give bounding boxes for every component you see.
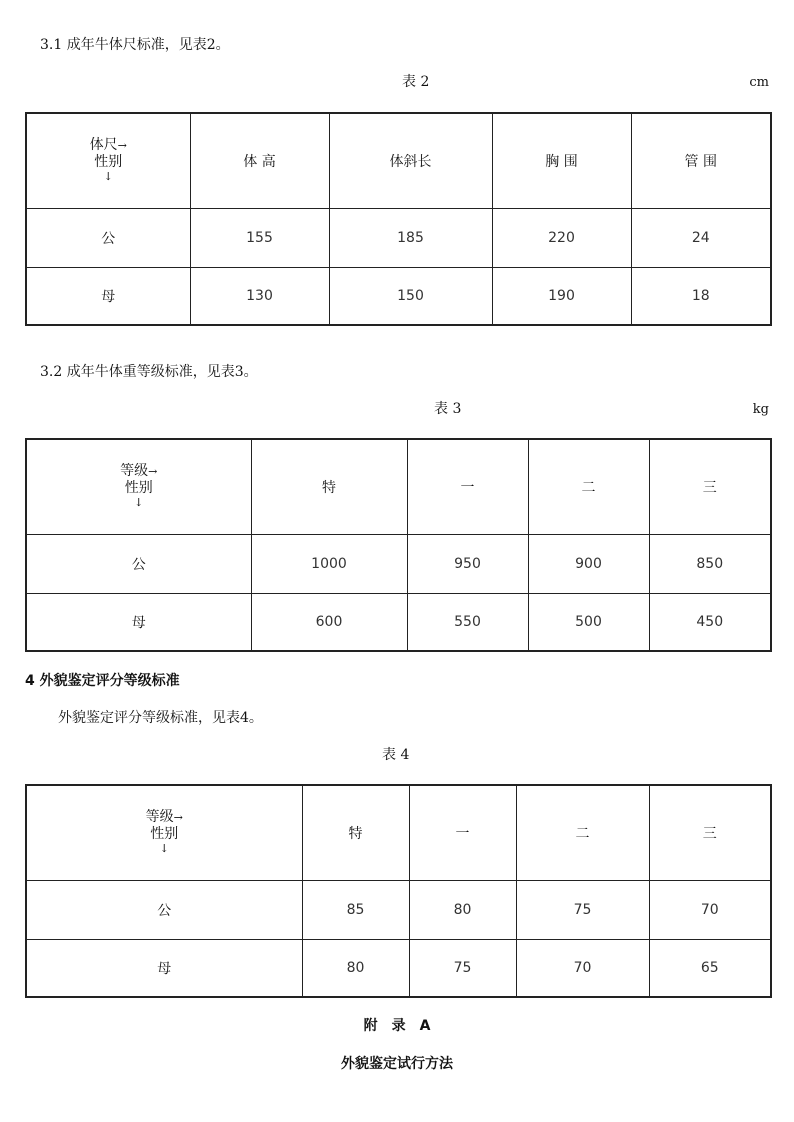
arrow-down-icon: ↓ <box>103 170 113 184</box>
table-cell: 18 <box>631 267 771 325</box>
table-cell: 70 <box>649 880 771 939</box>
table3-col-header: 特 <box>251 439 407 534</box>
table-cell: 185 <box>329 208 492 267</box>
table2-row-label: 母 <box>26 267 190 325</box>
table-cell: 70 <box>516 939 649 997</box>
table3-unit: kg <box>752 402 769 417</box>
table-cell: 75 <box>516 880 649 939</box>
table2-corner-bottom: 性别 <box>94 154 123 171</box>
table2-corner-cell <box>26 113 190 208</box>
table-cell: 550 <box>407 593 528 651</box>
table4-row-label: 公 <box>26 880 302 939</box>
table-cell: 450 <box>649 593 771 651</box>
arrow-right-icon: → <box>117 139 127 153</box>
table-cell: 220 <box>492 208 631 267</box>
table4 <box>25 784 772 998</box>
table3-corner-bottom: 性别 <box>124 480 153 497</box>
table-cell: 65 <box>649 939 771 997</box>
table-cell: 85 <box>302 880 409 939</box>
table-cell: 190 <box>492 267 631 325</box>
table2-row-label: 公 <box>26 208 190 267</box>
table3-col-header: 一 <box>407 439 528 534</box>
table4-header-row <box>26 785 771 880</box>
table4-col-header: 特 <box>302 785 409 880</box>
table-cell: 850 <box>649 534 771 593</box>
table4-corner-bottom: 性别 <box>150 826 179 843</box>
table-cell: 75 <box>409 939 516 997</box>
table2-col-header: 体斜长 <box>329 113 492 208</box>
table-row <box>26 534 771 593</box>
arrow-down-icon: ↓ <box>159 842 169 856</box>
table3-header-row <box>26 439 771 534</box>
table-cell: 24 <box>631 208 771 267</box>
table4-caption: 表 4 <box>382 747 410 763</box>
table2-col-header: 胸 围 <box>492 113 631 208</box>
table3-caption: 表 3 <box>434 401 462 417</box>
table-cell: 80 <box>302 939 409 997</box>
table3-corner-top: 等级 <box>120 463 149 480</box>
section-4-text: 外貌鉴定评分等级标准，见表4。 <box>58 710 263 726</box>
table-row <box>26 267 771 325</box>
arrow-right-icon: → <box>148 465 158 479</box>
table2-col-header: 体 高 <box>190 113 329 208</box>
table-cell: 500 <box>528 593 649 651</box>
appendix-subtitle: 外貌鉴定试行方法 <box>341 1056 453 1072</box>
section-3-2-text: 3.2 成年牛体重等级标准，见表3。 <box>40 364 258 380</box>
table3 <box>25 438 772 652</box>
appendix-title: 附 录 A <box>363 1018 431 1034</box>
table4-corner-cell <box>26 785 302 880</box>
table3-col-header: 二 <box>528 439 649 534</box>
table-cell: 1000 <box>251 534 407 593</box>
table-cell: 155 <box>190 208 329 267</box>
table-cell: 80 <box>409 880 516 939</box>
table-cell: 600 <box>251 593 407 651</box>
table2-unit: cm <box>749 75 769 90</box>
table3-col-header: 三 <box>649 439 771 534</box>
table4-col-header: 二 <box>516 785 649 880</box>
table-cell: 900 <box>528 534 649 593</box>
table-row <box>26 880 771 939</box>
table2-col-header: 管 围 <box>631 113 771 208</box>
arrow-right-icon: → <box>173 811 183 825</box>
table4-col-header: 三 <box>649 785 771 880</box>
section-3-1-text: 3.1 成年牛体尺标准，见表2。 <box>40 37 230 53</box>
table3-row-label: 母 <box>26 593 251 651</box>
table2-header-row <box>26 113 771 208</box>
table3-row-label: 公 <box>26 534 251 593</box>
table-row <box>26 208 771 267</box>
table3-corner-cell <box>26 439 251 534</box>
table4-corner-top: 等级 <box>145 809 174 826</box>
table4-col-header: 一 <box>409 785 516 880</box>
arrow-down-icon: ↓ <box>134 496 144 510</box>
table2-caption: 表 2 <box>402 74 430 90</box>
table2 <box>25 112 772 326</box>
table4-row-label: 母 <box>26 939 302 997</box>
table-cell: 950 <box>407 534 528 593</box>
table2-corner-top: 体尺 <box>89 137 118 154</box>
table-cell: 150 <box>329 267 492 325</box>
table-cell: 130 <box>190 267 329 325</box>
section-4-heading: 4 外貌鉴定评分等级标准 <box>25 673 180 689</box>
table-row <box>26 939 771 997</box>
table-row <box>26 593 771 651</box>
